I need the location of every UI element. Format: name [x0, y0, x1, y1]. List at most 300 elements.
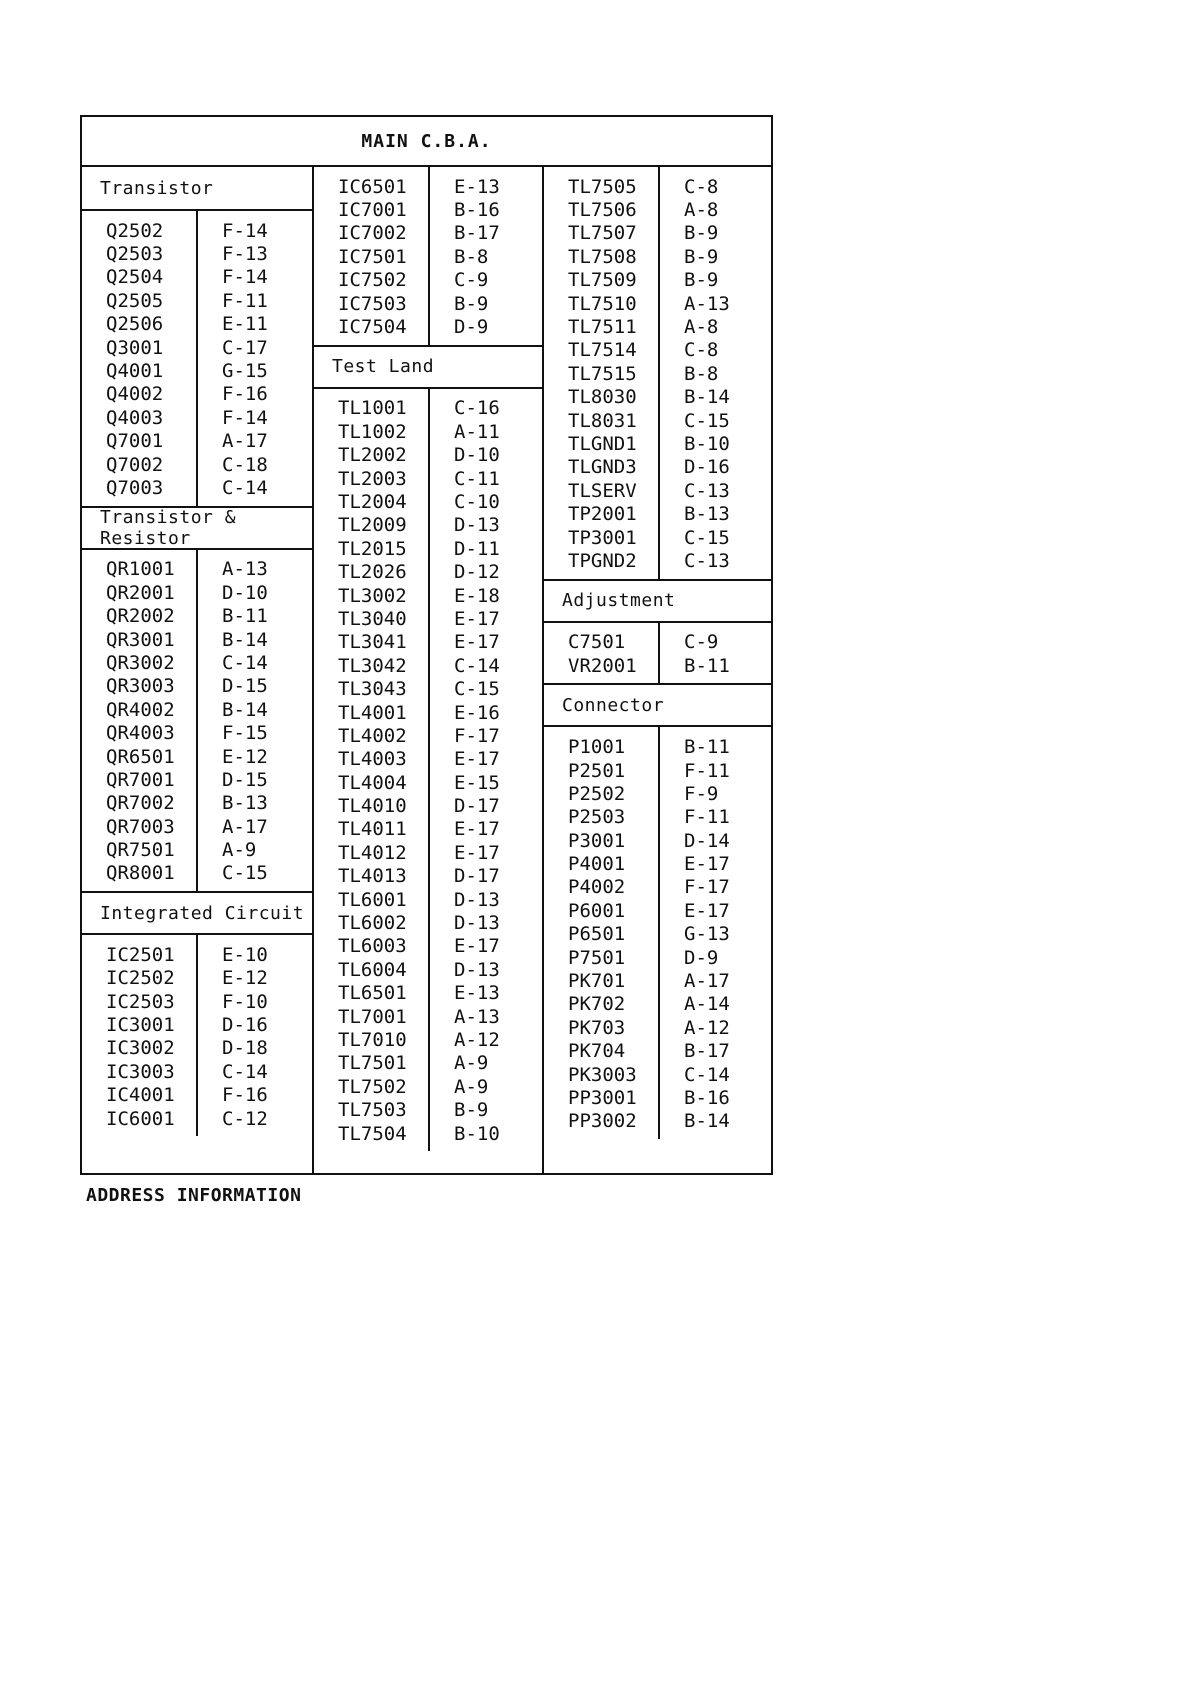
section-heading: Integrated Circuit — [82, 891, 312, 935]
part-reference: TL7514 — [568, 339, 637, 362]
table-row — [314, 467, 542, 490]
part-reference: VR2001 — [568, 654, 637, 677]
part-reference: QR7001 — [106, 768, 175, 791]
grid-address: A-8 — [684, 316, 719, 339]
grid-address: B-13 — [222, 792, 268, 815]
table-row — [82, 1060, 312, 1083]
table-row — [82, 838, 312, 861]
part-reference: TL4011 — [338, 818, 407, 841]
part-reference: IC7002 — [338, 222, 407, 245]
part-reference: QR6501 — [106, 745, 175, 768]
grid-address: B-8 — [684, 362, 719, 385]
grid-address: D-10 — [454, 444, 500, 467]
grid-address: A-9 — [454, 1075, 489, 1098]
part-reference: TL2002 — [338, 444, 407, 467]
part-reference: TL3043 — [338, 678, 407, 701]
table-row — [314, 514, 542, 537]
grid-address: A-12 — [684, 1016, 730, 1039]
table-row — [544, 456, 773, 479]
grid-address: A-17 — [684, 970, 730, 993]
grid-address: A-17 — [222, 430, 268, 453]
table-row — [544, 175, 773, 198]
table-row — [314, 222, 542, 245]
table-row — [314, 607, 542, 630]
table-row — [314, 888, 542, 911]
grid-address: A-11 — [454, 420, 500, 443]
table-row — [82, 745, 312, 768]
grid-address: D-9 — [684, 946, 719, 969]
part-reference: TL4003 — [338, 748, 407, 771]
table-row — [314, 724, 542, 747]
section-heading: Transistor & Resistor — [82, 506, 312, 550]
part-reference: TLGND3 — [568, 456, 637, 479]
grid-address: D-16 — [684, 456, 730, 479]
table-row — [82, 430, 312, 453]
part-reference: PP3001 — [568, 1086, 637, 1109]
part-reference: TL7508 — [568, 245, 637, 268]
grid-address: D-17 — [454, 865, 500, 888]
part-reference: TL6002 — [338, 912, 407, 935]
grid-address: E-12 — [222, 967, 268, 990]
table-row — [314, 982, 542, 1005]
part-reference: PK704 — [568, 1040, 626, 1063]
grid-address: B-14 — [222, 628, 268, 651]
part-reference: P6001 — [568, 899, 626, 922]
grid-address: A-9 — [222, 839, 257, 862]
part-reference: Q7003 — [106, 476, 164, 499]
part-reference: P6501 — [568, 923, 626, 946]
part-reference: TL4013 — [338, 865, 407, 888]
table-row — [544, 198, 773, 221]
part-reference: P2503 — [568, 806, 626, 829]
table-row — [544, 735, 773, 758]
table-row — [314, 397, 542, 420]
table-row — [82, 1037, 312, 1060]
grid-address: G-15 — [222, 360, 268, 383]
grid-address: E-18 — [454, 584, 500, 607]
part-reference: TL7502 — [338, 1075, 407, 1098]
table-row — [314, 631, 542, 654]
table-row — [544, 549, 773, 572]
table-row — [314, 292, 542, 315]
table-row — [544, 654, 773, 677]
grid-address: E-13 — [454, 982, 500, 1005]
table-row — [544, 432, 773, 455]
grid-address: F-17 — [454, 724, 500, 747]
part-reference: P1001 — [568, 736, 626, 759]
table-row — [82, 453, 312, 476]
part-reference: TLSERV — [568, 479, 637, 502]
grid-address: B-9 — [454, 1099, 489, 1122]
part-reference: TP3001 — [568, 526, 637, 549]
part-reference: IC7504 — [338, 316, 407, 339]
part-reference: C7501 — [568, 631, 626, 654]
table-row — [314, 701, 542, 724]
table-row — [544, 1110, 773, 1133]
grid-address: E-17 — [454, 818, 500, 841]
grid-address: B-17 — [454, 222, 500, 245]
grid-address: F-14 — [222, 406, 268, 429]
grid-address: E-11 — [222, 313, 268, 336]
table-row — [314, 771, 542, 794]
part-reference: TL2009 — [338, 514, 407, 537]
part-reference: P4001 — [568, 853, 626, 876]
part-reference: TL7515 — [568, 362, 637, 385]
grid-address: F-17 — [684, 876, 730, 899]
grid-address: F-9 — [684, 782, 719, 805]
grid-address: D-10 — [222, 581, 268, 604]
table-row — [314, 1098, 542, 1121]
part-reference: TP2001 — [568, 503, 637, 526]
column-2 — [314, 167, 544, 1173]
grid-address: D-13 — [454, 912, 500, 935]
part-reference: TL7001 — [338, 1005, 407, 1028]
table-row — [82, 815, 312, 838]
table-row — [82, 721, 312, 744]
part-reference: TL4010 — [338, 795, 407, 818]
grid-address: C-8 — [684, 339, 719, 362]
part-reference: TL2026 — [338, 561, 407, 584]
part-reference: QR7002 — [106, 792, 175, 815]
grid-address: A-12 — [454, 1028, 500, 1051]
part-reference: TL2004 — [338, 490, 407, 513]
part-reference: TL7504 — [338, 1122, 407, 1145]
grid-address: C-18 — [222, 453, 268, 476]
grid-address: D-11 — [454, 537, 500, 560]
caption: ADDRESS INFORMATION — [86, 1185, 302, 1206]
table-row — [314, 865, 542, 888]
table-row — [314, 584, 542, 607]
part-reference: IC6001 — [106, 1107, 175, 1130]
grid-address: C-17 — [222, 336, 268, 359]
table-row — [544, 876, 773, 899]
grid-address: A-13 — [222, 558, 268, 581]
table-row — [544, 993, 773, 1016]
grid-address: D-18 — [222, 1037, 268, 1060]
grid-address: C-15 — [684, 409, 730, 432]
grid-address: D-15 — [222, 768, 268, 791]
part-reference: IC4001 — [106, 1084, 175, 1107]
grid-address: F-13 — [222, 243, 268, 266]
grid-address: A-13 — [684, 292, 730, 315]
table-row — [544, 1040, 773, 1063]
table-row — [314, 315, 542, 338]
section-rows — [314, 389, 542, 1152]
grid-address: B-11 — [684, 736, 730, 759]
part-reference: Q4001 — [106, 360, 164, 383]
table-row — [82, 266, 312, 289]
part-reference: IC7503 — [338, 292, 407, 315]
grid-address: E-13 — [454, 175, 500, 198]
grid-address: B-14 — [684, 386, 730, 409]
table-row — [314, 537, 542, 560]
grid-address: E-16 — [454, 701, 500, 724]
grid-address: C-14 — [454, 654, 500, 677]
grid-address: C-13 — [684, 549, 730, 572]
table-row — [314, 444, 542, 467]
section-heading: Connector — [544, 683, 773, 727]
table-row — [544, 806, 773, 829]
table-row — [314, 175, 542, 198]
part-reference: TL7509 — [568, 269, 637, 292]
grid-address: D-15 — [222, 675, 268, 698]
section-rows — [82, 935, 312, 1136]
part-reference: TL2003 — [338, 467, 407, 490]
part-reference: IC7501 — [338, 245, 407, 268]
table-row — [544, 502, 773, 525]
table-row — [314, 794, 542, 817]
grid-address: D-16 — [222, 1014, 268, 1037]
grid-address: C-15 — [684, 526, 730, 549]
table-row — [314, 1075, 542, 1098]
part-reference: TL7506 — [568, 199, 637, 222]
table-row — [314, 1052, 542, 1075]
part-reference: Q2502 — [106, 219, 164, 242]
section-rows — [82, 211, 312, 506]
grid-address: B-11 — [684, 654, 730, 677]
grid-address: E-12 — [222, 745, 268, 768]
part-reference: PK701 — [568, 970, 626, 993]
grid-address: D-17 — [454, 795, 500, 818]
table-row — [82, 604, 312, 627]
grid-address: B-9 — [684, 222, 719, 245]
grid-address: F-14 — [222, 219, 268, 242]
table-row — [82, 1084, 312, 1107]
part-reference: QR8001 — [106, 862, 175, 885]
grid-address: E-10 — [222, 943, 268, 966]
part-reference: P7501 — [568, 946, 626, 969]
section-heading: Transistor — [82, 167, 312, 211]
table-row — [82, 476, 312, 499]
table-row — [82, 219, 312, 242]
grid-address: B-10 — [454, 1122, 500, 1145]
part-reference: QR7501 — [106, 839, 175, 862]
table-row — [314, 490, 542, 513]
part-reference: TL3042 — [338, 654, 407, 677]
table-row — [544, 269, 773, 292]
table-row — [82, 359, 312, 382]
table-row — [544, 315, 773, 338]
part-reference: IC3001 — [106, 1014, 175, 1037]
part-reference: TPGND2 — [568, 549, 637, 572]
part-reference: QR3003 — [106, 675, 175, 698]
grid-address: D-14 — [684, 829, 730, 852]
grid-address: B-17 — [684, 1040, 730, 1063]
part-reference: TL6001 — [338, 888, 407, 911]
table-row — [82, 698, 312, 721]
grid-address: E-17 — [454, 841, 500, 864]
table-row — [314, 911, 542, 934]
grid-address: C-11 — [454, 467, 500, 490]
part-reference: TL7510 — [568, 292, 637, 315]
table-row — [314, 269, 542, 292]
table-row — [544, 386, 773, 409]
grid-address: E-17 — [454, 607, 500, 630]
part-reference: IC3002 — [106, 1037, 175, 1060]
table-row — [82, 336, 312, 359]
grid-address: B-9 — [684, 245, 719, 268]
grid-address: B-14 — [684, 1110, 730, 1133]
part-reference: TL4012 — [338, 841, 407, 864]
grid-address: D-12 — [454, 561, 500, 584]
part-reference: QR2001 — [106, 581, 175, 604]
part-reference: IC6501 — [338, 175, 407, 198]
table-row — [544, 852, 773, 875]
part-reference: P4002 — [568, 876, 626, 899]
part-reference: QR2002 — [106, 605, 175, 628]
table-row — [82, 768, 312, 791]
table-row — [544, 292, 773, 315]
part-reference: Q7002 — [106, 453, 164, 476]
grid-address: F-16 — [222, 1084, 268, 1107]
part-reference: Q2503 — [106, 243, 164, 266]
part-reference: PP3002 — [568, 1110, 637, 1133]
table-title: MAIN C.B.A. — [82, 117, 771, 167]
grid-address: E-17 — [454, 748, 500, 771]
grid-address: C-13 — [684, 479, 730, 502]
grid-address: F-10 — [222, 990, 268, 1013]
part-reference: PK703 — [568, 1016, 626, 1039]
table-row — [82, 862, 312, 885]
part-reference: IC2503 — [106, 990, 175, 1013]
part-reference: PK702 — [568, 993, 626, 1016]
grid-address: B-9 — [684, 269, 719, 292]
grid-address: C-10 — [454, 490, 500, 513]
grid-address: F-11 — [684, 759, 730, 782]
part-reference: TL6004 — [338, 958, 407, 981]
part-reference: TL6501 — [338, 982, 407, 1005]
part-reference: TL8031 — [568, 409, 637, 432]
grid-address: E-17 — [684, 899, 730, 922]
grid-address: C-12 — [222, 1107, 268, 1130]
part-reference: TL3041 — [338, 631, 407, 654]
grid-address: A-8 — [684, 199, 719, 222]
grid-address: C-14 — [222, 476, 268, 499]
table-row — [544, 1086, 773, 1109]
part-reference: TL7503 — [338, 1099, 407, 1122]
grid-address: A-14 — [684, 993, 730, 1016]
table-row — [544, 222, 773, 245]
part-reference: Q2505 — [106, 289, 164, 312]
part-reference: TLGND1 — [568, 432, 637, 455]
table-row — [82, 990, 312, 1013]
grid-address: B-14 — [222, 698, 268, 721]
table-row — [544, 1063, 773, 1086]
table-row — [544, 479, 773, 502]
section-rows — [82, 550, 312, 891]
table-row — [544, 899, 773, 922]
table-row — [544, 526, 773, 549]
section-rows — [314, 167, 542, 345]
part-reference: Q7001 — [106, 430, 164, 453]
grid-address: D-9 — [454, 316, 489, 339]
part-reference: P2501 — [568, 759, 626, 782]
table-row — [314, 245, 542, 268]
part-reference: IC2502 — [106, 967, 175, 990]
part-reference: QR3002 — [106, 651, 175, 674]
table-row — [544, 946, 773, 969]
grid-address: C-14 — [222, 651, 268, 674]
table-row — [314, 677, 542, 700]
part-reference: Q2504 — [106, 266, 164, 289]
section-rows — [544, 167, 773, 579]
table-row — [544, 923, 773, 946]
part-reference: TL6003 — [338, 935, 407, 958]
part-reference: TL7507 — [568, 222, 637, 245]
table-row — [314, 1005, 542, 1028]
grid-address: B-11 — [222, 605, 268, 628]
part-reference: QR3001 — [106, 628, 175, 651]
grid-address: E-15 — [454, 771, 500, 794]
table-row — [82, 675, 312, 698]
table-row — [314, 818, 542, 841]
part-reference: P2502 — [568, 782, 626, 805]
grid-address: C-8 — [684, 175, 719, 198]
part-reference: TL1001 — [338, 397, 407, 420]
grid-address: C-14 — [222, 1060, 268, 1083]
grid-address: F-15 — [222, 722, 268, 745]
grid-address: C-14 — [684, 1063, 730, 1086]
grid-address: E-17 — [454, 935, 500, 958]
part-reference: IC3003 — [106, 1060, 175, 1083]
table-row — [314, 560, 542, 583]
part-reference: Q4003 — [106, 406, 164, 429]
part-reference: QR4003 — [106, 722, 175, 745]
column-3 — [544, 167, 773, 1173]
part-reference: TL4004 — [338, 771, 407, 794]
table-row — [82, 242, 312, 265]
table-row — [82, 581, 312, 604]
grid-address: D-13 — [454, 514, 500, 537]
grid-address: B-10 — [684, 432, 730, 455]
table-row — [544, 245, 773, 268]
grid-address: G-13 — [684, 923, 730, 946]
grid-address: F-11 — [222, 289, 268, 312]
table-row — [82, 943, 312, 966]
grid-address: A-13 — [454, 1005, 500, 1028]
part-reference: Q4002 — [106, 383, 164, 406]
grid-address: C-16 — [454, 397, 500, 420]
table-row — [82, 651, 312, 674]
section-rows — [544, 727, 773, 1139]
table-row — [314, 654, 542, 677]
table-row — [314, 420, 542, 443]
part-reference: TL7511 — [568, 316, 637, 339]
table-row — [314, 748, 542, 771]
grid-address: D-13 — [454, 888, 500, 911]
section-rows — [544, 623, 773, 684]
grid-address: E-17 — [454, 631, 500, 654]
part-reference: QR1001 — [106, 558, 175, 581]
table-row — [314, 1028, 542, 1051]
part-reference: Q2506 — [106, 313, 164, 336]
grid-address: B-8 — [454, 245, 489, 268]
section-heading: Test Land — [314, 345, 542, 389]
address-table — [80, 115, 773, 1175]
grid-address: B-9 — [454, 292, 489, 315]
section-heading: Adjustment — [544, 579, 773, 623]
table-row — [314, 198, 542, 221]
grid-address: F-14 — [222, 266, 268, 289]
part-reference: TL2015 — [338, 537, 407, 560]
grid-address: F-16 — [222, 383, 268, 406]
part-reference: TL4002 — [338, 724, 407, 747]
table-row — [544, 759, 773, 782]
table-row — [314, 935, 542, 958]
grid-address: E-17 — [684, 853, 730, 876]
part-reference: P3001 — [568, 829, 626, 852]
table-row — [544, 631, 773, 654]
